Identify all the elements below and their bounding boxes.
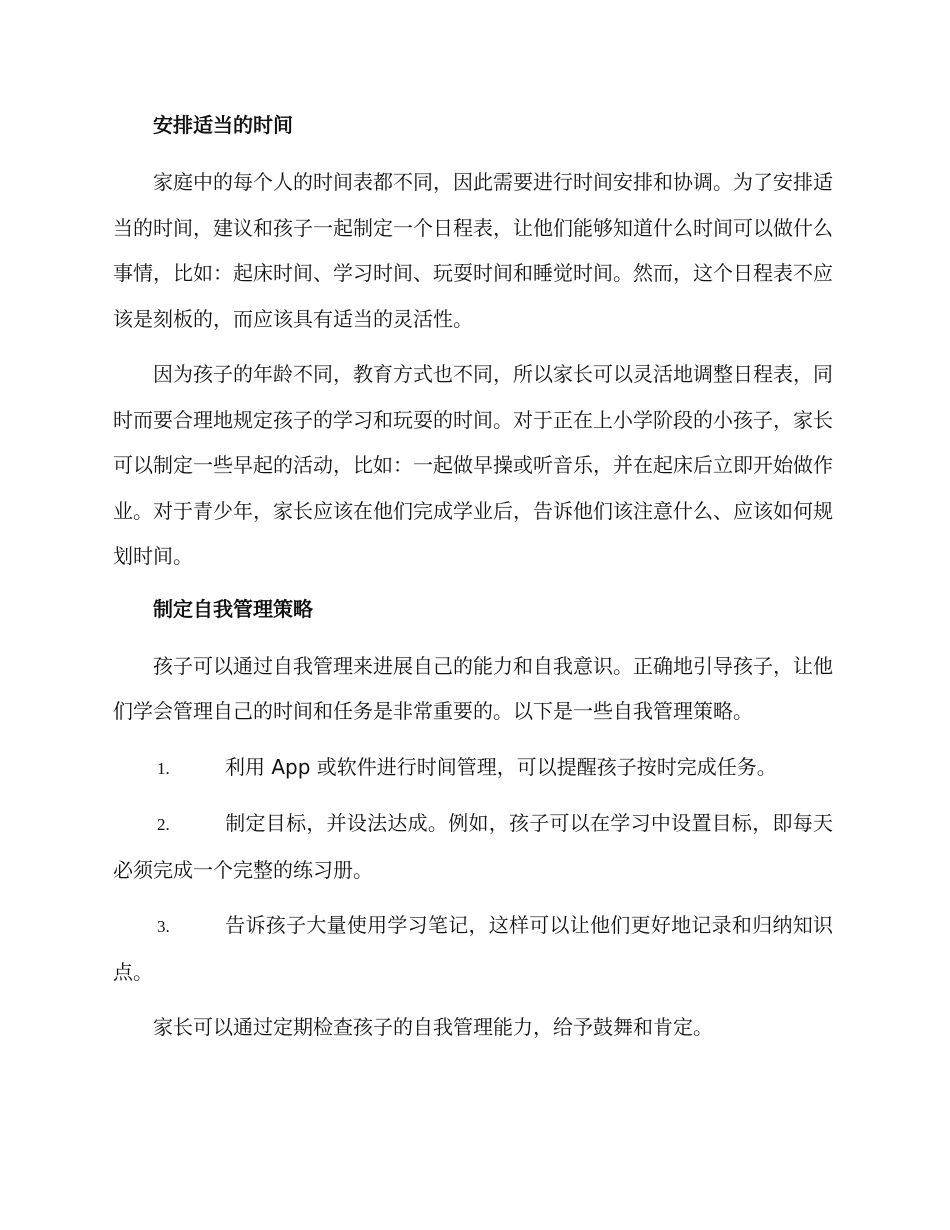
list-text: 制定目标，并设法达成。例如，孩子可以在学习中设置目标，即每天必须完成一个完整的练习册。 [113,811,833,882]
paragraph-self-management-intro: 孩子可以通过自我管理来进展自己的能力和自我意识。正确地引导孩子，让他们学会管理自己的时间和任务是非常重要的。以下是一些自我管理策略。 [113,653,833,723]
list-item [113,745,833,792]
document-page [113,110,833,1061]
section-heading-self-management: 制定自我管理策略 [153,596,313,621]
list-number: 1. [157,758,170,778]
list-number: 2. [157,815,170,834]
list-item [113,903,833,995]
list-text: 告诉孩子大量使用学习笔记，这样可以让他们更好地记录和归纳知识点。 [113,913,833,984]
paragraph-schedule-age: 因为孩子的年龄不同，教育方式也不同，所以家长可以灵活地调整日程表，同时而要合理地规定孩子的学习和玩耍的时间。对于正在上小学阶段的小孩子，家长可以制定一些早起的活动，比如：一起做早操或听音乐，并在起床后立即开始做作业。对于青少年，家长应该在他们完成学业后，告诉他们该注意什么、应该如何规划时间。 [113,362,833,568]
list-text: 利用 App 或软件进行时间管理，可以提醒孩子按时完成任务。 [225,754,777,779]
list-item [113,801,833,893]
paragraph-schedule-intro: 家庭中的每个人的时间表都不同，因此需要进行时间安排和协调。为了安排适当的时间，建议和孩子一起制定一个日程表，让他们能够知道什么时间可以做什么事情，比如：起床时间、学习时间、玩耍时间和睡觉时间。然而，这个日程表不应该是刻板的，而应该具有适当的灵活性。 [113,170,833,331]
list-number: 3. [157,917,170,936]
paragraph-closing: 家长可以通过定期检查孩子的自我管理能力，给予鼓舞和肯定。 [153,1015,713,1039]
section-heading-schedule: 安排适当的时间 [153,113,293,137]
